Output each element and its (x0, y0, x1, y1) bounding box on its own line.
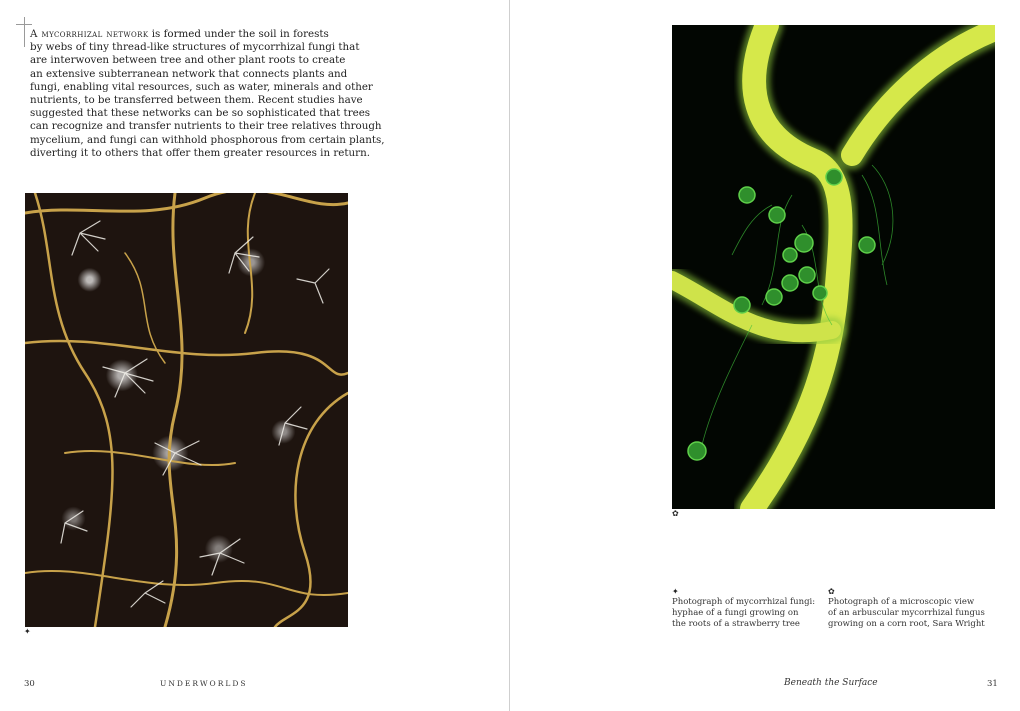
intro-lead: A mycorrhizal network (30, 28, 149, 40)
intro-line: can recognize and transfer nutrients to their tree relatives through (30, 120, 382, 133)
intro-line: A mycorrhizal network is formed under the soil in forests (30, 28, 329, 40)
caption-line: of an arbuscular mycorrhizal fungus (828, 608, 985, 618)
intro-line: nutrients, to be transferred between them. Recent studies have (30, 94, 363, 107)
running-head-right: Beneath the Surface (784, 678, 878, 688)
page-number-left: 30 (24, 679, 35, 689)
caption-marker-1: ✦ (672, 587, 679, 596)
page-number-right: 31 (987, 679, 998, 689)
photo-caption-1 (672, 597, 822, 630)
intro-line: an extensive subterranean network that connects plants and (30, 67, 348, 80)
photo-marker-left: ✦ (24, 627, 31, 636)
caption-line: hyphae of a fungi growing on (672, 608, 799, 618)
intro-line: by webs of tiny thread-like structures of mycorrhizal fungi that (30, 41, 360, 54)
fluorescent-root-illustration (672, 25, 995, 509)
caption-line: Photograph of mycorrhizal fungi: (672, 597, 816, 607)
running-head-left: UNDERWORLDS (160, 679, 248, 688)
caption-marker-2: ✿ (828, 587, 835, 596)
caption-line: the roots of a strawberry tree (672, 619, 800, 629)
photo-marker-right: ✿ (672, 509, 679, 518)
intro-paragraph (30, 28, 385, 160)
intro-line: diverting it to others that offer them greater resources in return. (30, 146, 370, 159)
caption-line: Photograph of a microscopic view (828, 597, 975, 607)
micrograph-photo (672, 25, 995, 509)
caption-line: growing on a corn root, Sara Wright (828, 619, 985, 629)
roots-and-mycelium-illustration (25, 193, 348, 627)
intro-line: fungi, enabling vital resources, such as water, minerals and other (30, 80, 373, 93)
intro-line: mycelium, and fungi can withhold phosphorous from certain plants, (30, 133, 385, 146)
crop-mark-vertical (24, 17, 25, 47)
intro-line: are interwoven between tree and other plant roots to create (30, 54, 346, 67)
crop-mark-horizontal (16, 24, 32, 25)
intro-line: suggested that these networks can be so sophisticated that trees (30, 107, 371, 120)
mycorrhizal-fungi-photo (25, 193, 348, 627)
photo-caption-2 (828, 597, 985, 630)
